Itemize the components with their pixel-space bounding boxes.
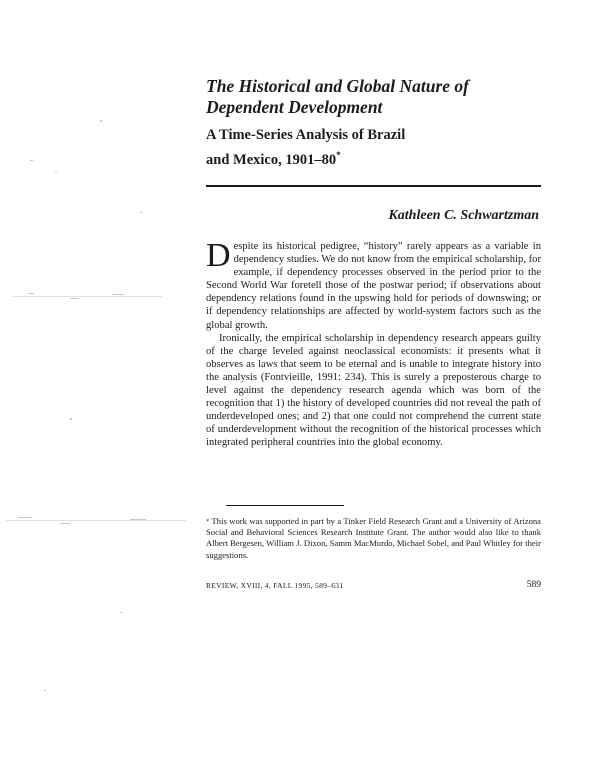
footnote-text: This work was supported in part by a Tinker Field Research Grant and a University of Arizona Social and Behavioral Sciences Research Institute Grant. The author would also like to thank Albert Bergesen, William J. Dixon, Samm MacMurdo, Michael Sobel, and Paul Whitley for their suggestions. [206, 516, 541, 560]
subtitle-footnote-marker[interactable]: * [336, 150, 341, 160]
article-subtitle-line-1: A Time-Series Analysis of Brazil [206, 127, 406, 143]
drop-cap: D [206, 237, 231, 274]
article-title-line-2: Dependent Development [206, 97, 383, 117]
running-footer: REVIEW, XVIII, 4, FALL 1995, 589–631 [206, 581, 344, 590]
footnote-marker: * [206, 518, 210, 525]
article-subtitle [206, 125, 526, 170]
article-body [206, 237, 541, 450]
title-rule [206, 185, 541, 187]
article-title [206, 76, 536, 118]
paragraph-1-text: espite its historical pedigree, “history” rarely appears as a variable in dependency studies. We do not know from the empirical scholarship, for example, if dependency processes observed in the period prior to the Second World War foretell those of the postwar period; if observations about dependency relations found in the upswing hold for periods of downswing; or if dependency relationships are affected by world-system factors such as the global growth. [206, 241, 541, 331]
paragraph-2: Ironically, the empirical scholarship in dependency research appears guilty of the charge leveled against neoclassical economists: it presents what it observes as laws that seem to be eternal and is unable to integrate history into the analysis (Fontvieille, 1991: 234). This is surely a preposterous charge to level against the dependency research agenda which was born of the recognition that 1) the history of developed countries did not reveal the path of underdeveloped ones; and 2) that one could not comprehend the current state of underdevelopment without the recognition of the historical processes which integrated peripheral countries into the global economy. [206, 332, 541, 449]
footnote-rule [226, 505, 344, 506]
author-name: Kathleen C. Schwartzman [388, 208, 539, 223]
footnote [206, 516, 541, 561]
article-subtitle-line-2: and Mexico, 1901–80 [206, 151, 337, 168]
paragraph-1 [206, 237, 541, 332]
article-title-line-1: The Historical and Global Nature of [206, 76, 469, 96]
page-number: 589 [526, 580, 541, 590]
